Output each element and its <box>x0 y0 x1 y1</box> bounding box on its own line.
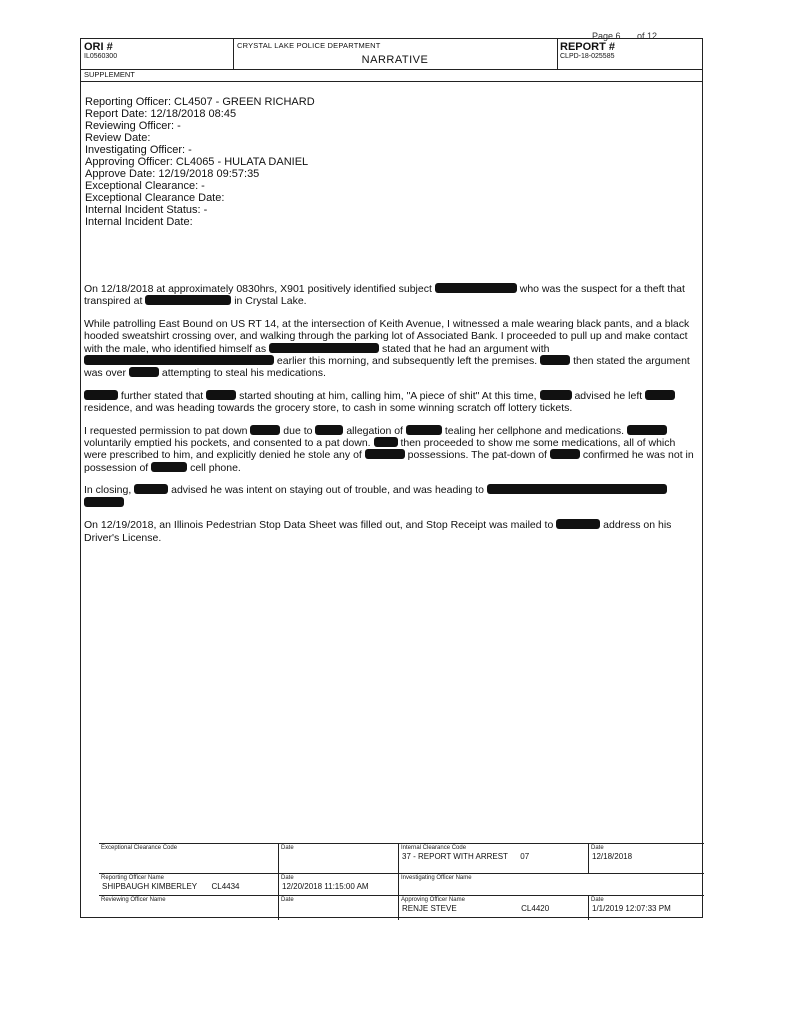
ori-label: ORI # <box>84 41 113 53</box>
redaction <box>487 484 667 494</box>
narrative-text: voluntarily emptied his pockets, and consented to a pat down. <box>84 437 371 450</box>
field-exceptional-clearance: Exceptional Clearance: - <box>85 180 205 192</box>
narrative-text: allegation of <box>346 424 403 437</box>
narrative-text: who was the suspect for a theft that transpired at <box>84 283 685 308</box>
field-report-date: Report Date: 12/18/2018 08:45 <box>85 108 237 120</box>
redaction <box>315 425 343 435</box>
narrative-paragraph <box>84 484 696 509</box>
form-header <box>81 39 702 70</box>
field-label: Date <box>591 845 604 851</box>
ori-value: IL0560300 <box>84 53 118 60</box>
narrative-paragraph <box>84 425 696 475</box>
field-value <box>399 851 588 861</box>
internal-clearance-code-cell <box>399 844 589 874</box>
field-internal-incident-status: Internal Incident Status: - <box>85 204 208 216</box>
redaction <box>151 462 187 472</box>
divider <box>81 81 702 82</box>
redaction <box>145 295 231 305</box>
field-reviewing-officer: Reviewing Officer: - <box>85 120 181 132</box>
narrative-text: further stated that <box>120 389 204 402</box>
redaction <box>269 343 379 353</box>
narrative-text: advised he left <box>574 389 643 402</box>
redaction <box>540 390 572 400</box>
narrative-text: tealing her cellphone and medications. <box>444 424 625 437</box>
department-name: CRYSTAL LAKE POLICE DEPARTMENT <box>237 41 381 50</box>
narrative-text: On 12/19/2018, an Illinois Pedestrian Stop Data Sheet was filled out, and Stop Receipt was mailed to <box>84 519 554 532</box>
narrative-body <box>84 283 696 554</box>
redaction <box>250 425 280 435</box>
redaction <box>129 367 159 377</box>
department-cell <box>233 39 558 69</box>
report-cell <box>557 39 702 69</box>
section-title: NARRATIVE <box>361 54 429 66</box>
field-approve-date: Approve Date: 12/19/2018 09:57:35 <box>85 168 260 180</box>
redaction <box>435 283 517 293</box>
redaction <box>84 497 124 507</box>
narrative-paragraph <box>84 283 696 308</box>
internal-clearance-date-cell <box>589 844 704 874</box>
narrative-text: residence, and was heading towards the grocery store, to cash in some winning scratch off lottery tickets. <box>84 402 573 415</box>
internal-clearance-date: 12/18/2018 <box>592 852 633 861</box>
field-value <box>99 881 278 891</box>
narrative-paragraph <box>84 519 696 544</box>
reporting-date: 12/20/2018 11:15:00 AM <box>282 882 369 891</box>
reporting-officer-name: SHIPBAUGH KIMBERLEY <box>102 882 197 891</box>
exceptional-clearance-code-cell <box>99 844 279 874</box>
field-label: Reviewing Officer Name <box>101 897 166 903</box>
narrative-text: then proceeded to show me some medications, all of which were prescribed to him, and explicitly denied he stole any of <box>84 437 676 462</box>
redaction <box>406 425 442 435</box>
report-fields <box>85 96 315 228</box>
field-label: Date <box>281 845 294 851</box>
approving-officer-name: RENJE STEVE <box>402 904 457 913</box>
approving-date-cell <box>589 896 704 920</box>
field-review-date: Review Date: <box>85 132 151 144</box>
internal-clearance-number: 07 <box>520 852 530 861</box>
narrative-text: in Crystal Lake. <box>234 295 307 308</box>
narrative-form <box>80 38 703 918</box>
report-number: CLPD-18-025585 <box>560 53 615 60</box>
field-investigating-officer: Investigating Officer: - <box>85 144 192 156</box>
field-label: Date <box>281 897 294 903</box>
redaction <box>627 425 667 435</box>
reviewing-officer-cell <box>99 896 279 920</box>
redaction <box>556 519 600 529</box>
exceptional-clearance-date-cell <box>279 844 399 874</box>
redaction <box>540 355 570 365</box>
field-label: Reporting Officer Name <box>101 875 164 881</box>
approving-officer-cell <box>399 896 589 920</box>
field-reporting-officer: Reporting Officer: CL4507 - GREEN RICHARD <box>85 96 315 108</box>
redaction <box>550 449 580 459</box>
redaction <box>84 390 118 400</box>
narrative-text: address on his Driver's License. <box>84 519 672 544</box>
narrative-text: advised he was intent on staying out of trouble, and was heading to <box>171 484 485 497</box>
reporting-officer-id: CL4434 <box>211 882 240 891</box>
page-of-label: of 12 <box>637 31 658 41</box>
narrative-text: earlier this morning, and subsequently left the premises. <box>276 355 538 368</box>
redaction <box>374 437 398 447</box>
redaction <box>365 449 405 459</box>
reviewing-date-cell <box>279 896 399 920</box>
field-label: Date <box>281 875 294 881</box>
narrative-text: On 12/18/2018 at approximately 0830hrs, X901 positively identified subject <box>84 283 432 295</box>
narrative-paragraph <box>84 318 696 380</box>
narrative-text: In closing, <box>84 484 132 497</box>
field-internal-incident-date: Internal Incident Date: <box>85 216 193 228</box>
redaction <box>134 484 168 494</box>
redaction <box>645 390 675 400</box>
approving-officer-id: CL4420 <box>521 904 550 913</box>
ori-cell <box>81 39 234 69</box>
narrative-text: While patrolling East Bound on US RT 14, at the intersection of Keith Avenue, I witnessed a male wearing black pants, and a black hooded sweatshirt crossing over, and walking through the parking lot of Associated Bank. I proceeded to pull up and make contact with the male, who identified himself as <box>84 317 690 355</box>
field-label: Exceptional Clearance Code <box>101 845 178 851</box>
field-value <box>399 903 588 913</box>
narrative-text: attempting to steal his medications. <box>161 367 326 380</box>
page-label: Page 6 <box>592 31 621 41</box>
reporting-date-cell <box>279 874 399 896</box>
narrative-text: confirmed he was not in possession of <box>84 449 694 474</box>
field-label: Investigating Officer Name <box>401 875 472 881</box>
narrative-paragraph <box>84 390 696 415</box>
signature-block <box>99 843 704 919</box>
redaction <box>84 355 274 365</box>
field-label: Date <box>591 897 604 903</box>
narrative-text: due to <box>283 424 313 437</box>
internal-clearance-code: 37 - REPORT WITH ARREST <box>402 852 508 861</box>
field-label: Internal Clearance Code <box>401 845 467 851</box>
supplement-label: SUPPLEMENT <box>84 70 135 79</box>
narrative-text: I requested permission to pat down <box>84 424 248 437</box>
narrative-text: cell phone. <box>190 461 241 474</box>
field-approving-officer: Approving Officer: CL4065 - HULATA DANIEL <box>85 156 309 168</box>
narrative-text: then stated the argument was over <box>84 355 690 380</box>
redaction <box>206 390 236 400</box>
narrative-text: possessions. The pat-down of <box>407 449 547 462</box>
investigating-officer-cell <box>399 874 704 896</box>
reporting-officer-cell <box>99 874 279 896</box>
narrative-text: started shouting at him, calling him, "A piece of shit" At this time, <box>239 389 537 402</box>
narrative-text: stated that he had an argument with <box>381 342 550 355</box>
approving-date: 1/1/2019 12:07:33 PM <box>592 904 671 913</box>
field-exceptional-clearance-date: Exceptional Clearance Date: <box>85 192 225 204</box>
field-label: Approving Officer Name <box>401 897 465 903</box>
report-label: REPORT # <box>560 41 616 53</box>
